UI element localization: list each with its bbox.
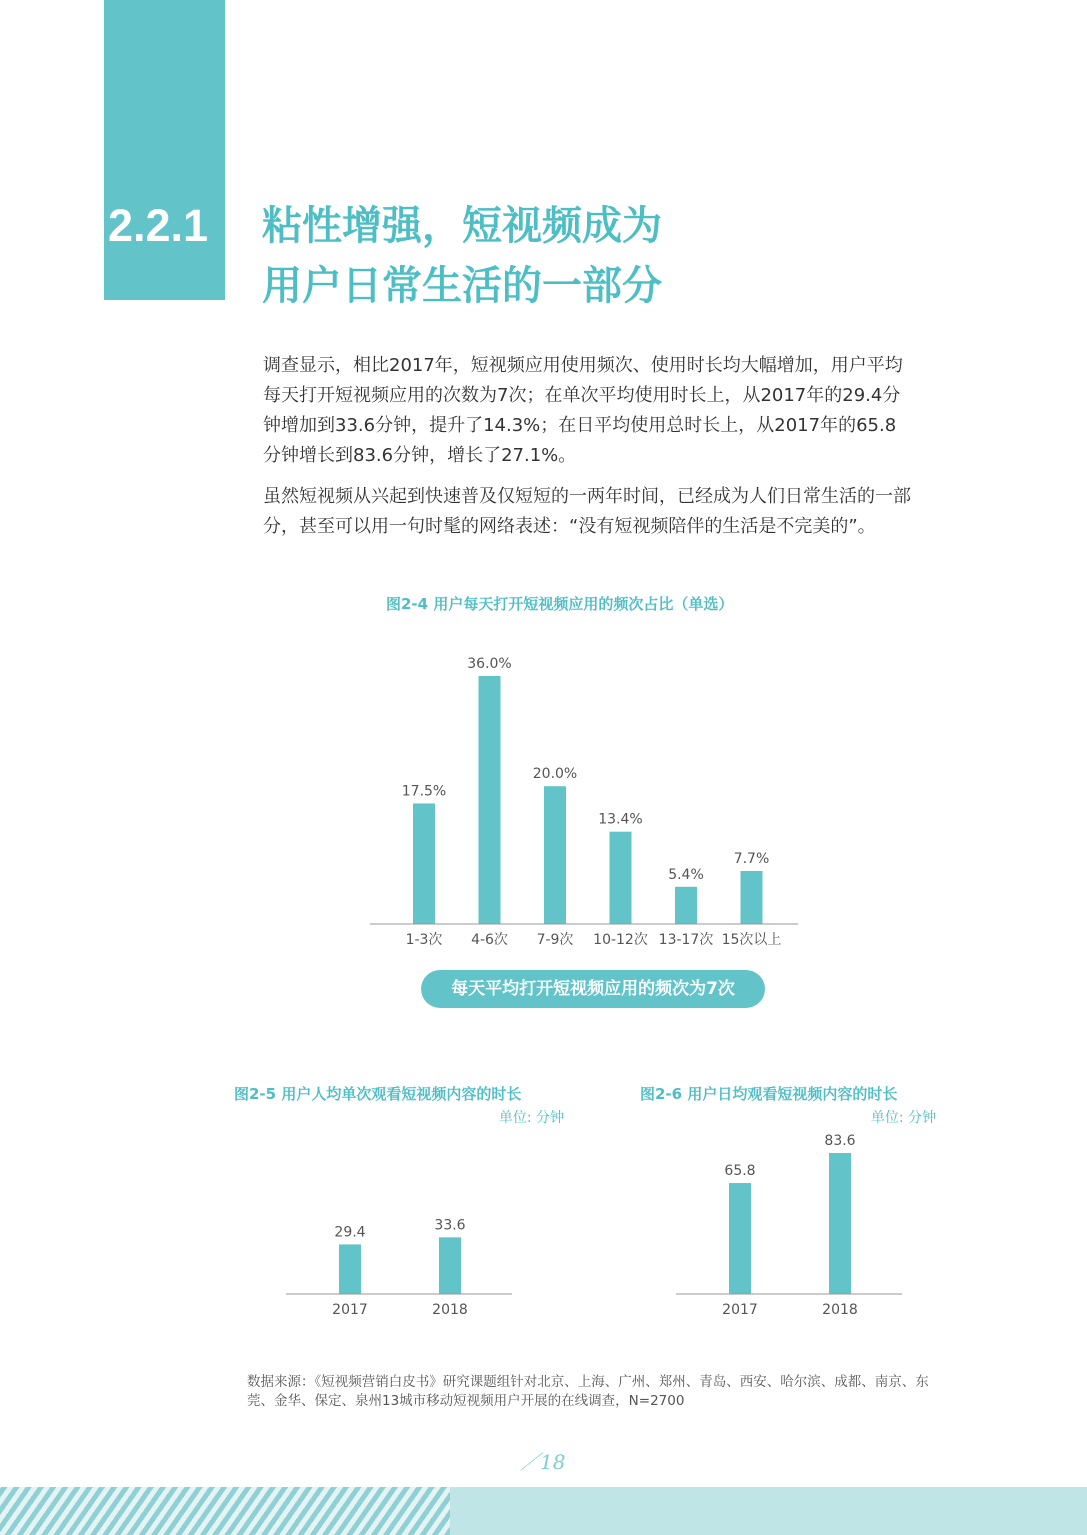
bar-1-0 [339,1244,361,1294]
bar-0-1 [479,676,501,924]
bar-0-3 [610,832,632,924]
tick-label-2-1: 2018 [822,1302,858,1318]
bar-1-1 [439,1237,461,1294]
bar-2-1 [829,1153,851,1294]
section-number: 2.2.1 [108,200,209,251]
data-label-0-1: 36.0% [467,656,512,672]
body-paragraph-1: 调查显示，相比2017年，短视频应用使用频次、使用时长均大幅增加，用户平均每天打开短视频应用的次数为7次；在单次平均使用时长上，从2017年的29.4分钟增加到33.6分钟，提升了14.3%；在日平均使用总时长上，从2017年的65.8分钟增长到83.6分钟，增长了27.1%。 [263,355,903,466]
tick-label-1-0: 2017 [332,1302,368,1318]
page-number: ／18 [520,1450,566,1474]
fig-2-6-chart [670,1130,910,1330]
fig-2-5-chart [280,1130,520,1330]
data-label-1-1: 33.6 [434,1217,466,1234]
bar-2-0 [729,1183,751,1294]
data-label-2-1: 83.6 [824,1133,856,1149]
tick-label-0-3: 10-12次 [593,932,648,948]
tick-label-2-0: 2017 [722,1302,758,1318]
data-label-0-3: 13.4% [598,811,643,828]
tick-label-0-0: 1-3次 [405,932,443,948]
tick-label-1-1: 2018 [432,1302,468,1318]
fig-2-4-chart [360,640,810,960]
fig-2-5-title: 图2-5 用户人均单次观看短视频内容的时长 [234,1085,522,1103]
fig-2-6-unit: 单位: 分钟 [870,1110,936,1126]
tick-label-0-2: 7-9次 [536,932,574,948]
section-color-band [104,0,225,300]
section-title-line1: 粘性增强，短视频成为 [262,203,662,249]
data-label-0-0: 17.5% [401,783,447,800]
data-label-0-2: 20.0% [532,766,578,783]
tick-label-0-5: 15次以上 [721,932,782,948]
fig-2-6-title: 图2-6 用户日均观看短视频内容的时长 [640,1085,898,1103]
data-label-2-0: 65.8 [724,1163,756,1180]
data-label-0-5: 7.7% [733,850,770,867]
bar-0-2 [544,786,566,924]
tick-label-0-4: 13-17次 [658,932,714,948]
highlight-badge: 每天平均打开短视频应用的频次为7次 [421,970,765,1008]
bar-0-5 [741,871,763,924]
section-title [262,196,662,316]
data-label-1-0: 29.4 [334,1224,366,1241]
bar-0-4 [675,887,697,924]
data-label-0-4: 5.4% [668,866,704,883]
body-paragraph-2: 虽然短视频从兴起到快速普及仅短短的一两年时间，已经成为人们日常生活的一部分，甚至可以用一句时髦的网络表述：“没有短视频陪伴的生活是不完美的”。 [263,486,911,537]
fig-2-5-unit: 单位: 分钟 [498,1110,564,1126]
bar-0-0 [413,803,435,924]
data-source-note: 数据来源：《短视频营销白皮书》研究课题组针对北京、上海、广州、郑州、青岛、西安、哈尔滨、成都、南京、东莞、金华、保定、泉州13城市移动短视频用户开展的在线调查，N=2700 [247,1374,929,1409]
fig-2-4-title: 图2-4 用户每天打开短视频应用的频次占比（单选） [386,595,734,613]
footer-stripes [0,1487,450,1535]
section-title-line2: 用户日常生活的一部分 [262,263,662,309]
tick-label-0-1: 4-6次 [471,932,508,948]
